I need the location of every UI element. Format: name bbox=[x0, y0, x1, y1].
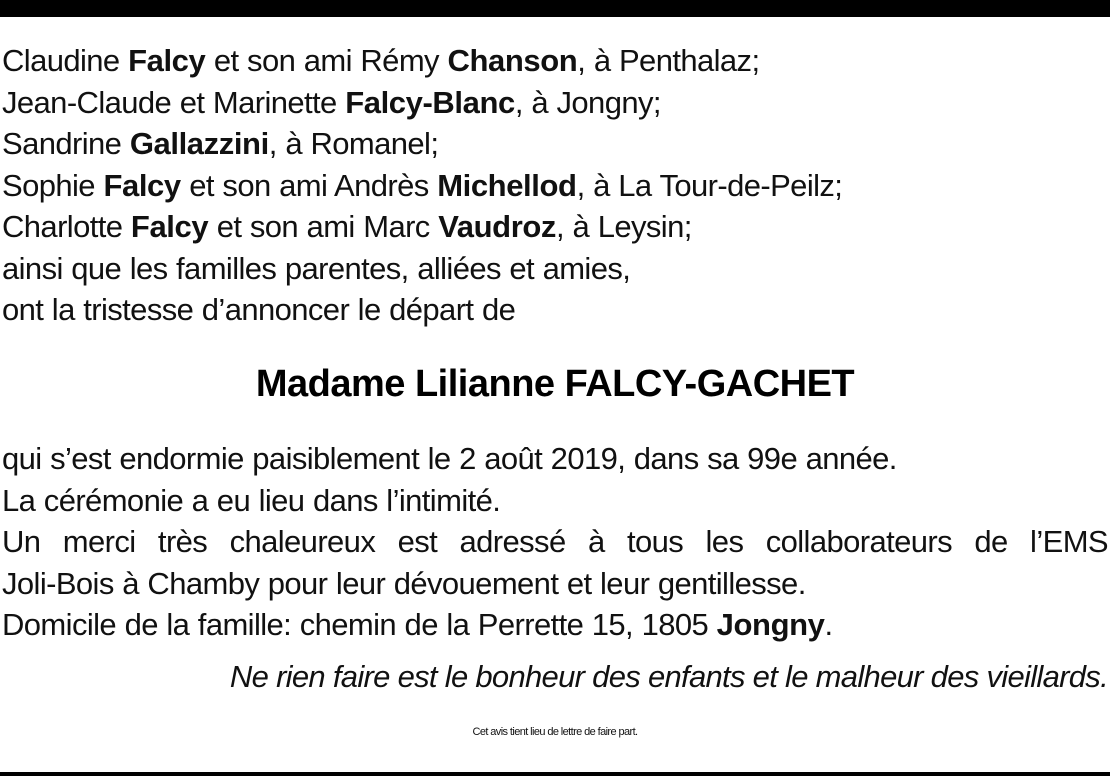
family-text: Jean-Claude et Marinette bbox=[2, 84, 346, 120]
family-line-sophie bbox=[2, 165, 1108, 207]
family-text: Charlotte bbox=[2, 209, 131, 244]
family-surname: Falcy-Blanc bbox=[345, 84, 515, 120]
announcement-line: ont la tristesse d’annoncer le départ de bbox=[2, 292, 516, 327]
family-line-claudine bbox=[2, 40, 1108, 82]
deceased-name-heading: Madame Lilianne FALCY-GACHET bbox=[255, 363, 855, 405]
closing-quote: Ne rien faire est le bonheur des enfants et le malheur des vieillards. bbox=[229, 659, 1108, 694]
family-surname: Gallazzini bbox=[129, 126, 269, 161]
family-text: Sophie bbox=[2, 167, 104, 203]
obituary-details bbox=[2, 438, 1108, 646]
notice-footer-text: Cet avis tient lieu de lettre de faire part. bbox=[472, 726, 638, 738]
family-text: Claudine bbox=[2, 43, 129, 78]
domicile-period: . bbox=[824, 607, 833, 642]
thanks-line-2: Joli-Bois à Chamby pour leur dévouement et leur gentillesse. bbox=[2, 565, 806, 601]
family-text: et son ami Andrès bbox=[180, 167, 438, 203]
family-location: , à Penthalaz; bbox=[577, 43, 760, 78]
family-list bbox=[2, 40, 1108, 331]
family-location: , à Romanel; bbox=[268, 126, 439, 161]
family-line-charlotte bbox=[2, 206, 1108, 248]
top-border-rule bbox=[0, 0, 1110, 17]
family-surname: Vaudroz bbox=[438, 209, 557, 244]
family-text: et son ami Marc bbox=[208, 209, 439, 244]
domicile-town: Jongny bbox=[716, 607, 825, 642]
relatives-line: ainsi que les familles parentes, alliées et amies, bbox=[2, 250, 631, 286]
family-location: , à La Tour-de-Peilz; bbox=[576, 167, 843, 203]
family-line-jean-claude bbox=[2, 82, 1108, 124]
bottom-border-rule bbox=[0, 772, 1110, 776]
family-line-sandrine bbox=[2, 123, 1108, 165]
thanks-line-1: Un merci très chaleureux est adressé à tous les collaborateurs de l’EMS bbox=[2, 524, 1108, 559]
ceremony-line: La cérémonie a eu lieu dans l’intimité. bbox=[2, 482, 501, 518]
family-surname: Falcy bbox=[130, 209, 209, 244]
family-surname: Falcy bbox=[103, 167, 181, 203]
family-location: , à Leysin; bbox=[556, 209, 692, 244]
domicile-address: Domicile de la famille: chemin de la Perrette 15, 1805 bbox=[2, 607, 717, 642]
passing-line: qui s’est endormie paisiblement le 2 août 2019, dans sa 99e année. bbox=[2, 441, 897, 476]
family-surname: Chanson bbox=[447, 43, 578, 78]
family-text: et son ami Rémy bbox=[205, 43, 448, 78]
family-surname: Michellod bbox=[437, 167, 577, 203]
family-location: , à Jongny; bbox=[514, 84, 661, 120]
family-surname: Falcy bbox=[128, 43, 206, 78]
family-text: Sandrine bbox=[2, 126, 130, 161]
family-domicile-line bbox=[2, 604, 1108, 646]
